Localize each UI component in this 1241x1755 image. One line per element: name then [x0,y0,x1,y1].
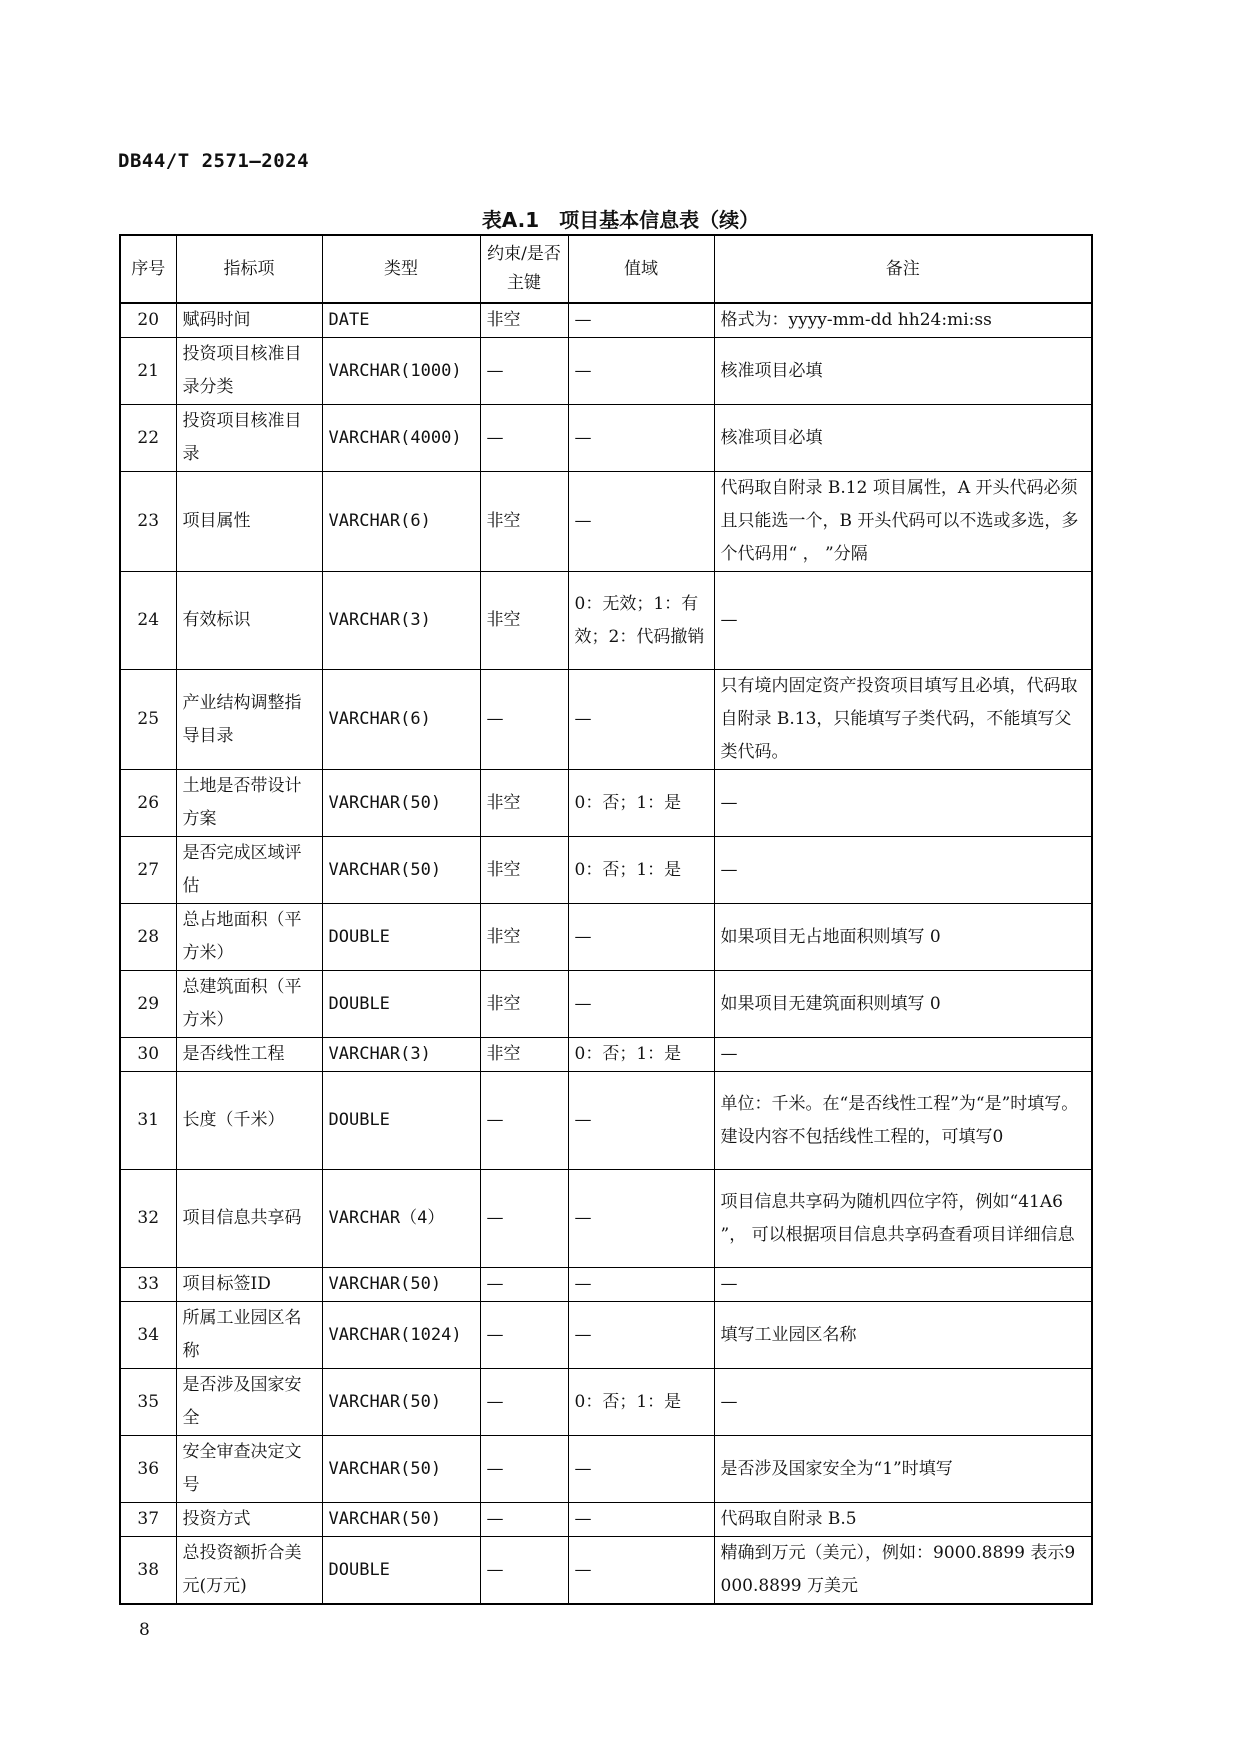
cell-data-type: VARCHAR(6) [322,670,480,770]
cell-data-type: DOUBLE [322,1072,480,1170]
cell-value-domain: — [568,338,714,405]
cell-remark: — [714,1038,1092,1072]
cell-remark: — [714,770,1092,837]
cell-constraint: — [480,1072,568,1170]
cell-constraint: — [480,670,568,770]
cell-value-domain: — [568,1170,714,1268]
cell-data-type: DATE [322,303,480,338]
table-row [120,1436,1092,1503]
cell-row-number: 33 [120,1268,176,1302]
cell-value-domain: 0：否；1：是 [568,837,714,904]
cell-value-domain: — [568,971,714,1038]
cell-constraint: 非空 [480,837,568,904]
cell-indicator-name: 赋码时间 [176,303,322,338]
cell-remark: 如果项目无建筑面积则填写 0 [714,971,1092,1038]
project-info-table [119,234,1093,1605]
table-row [120,303,1092,338]
cell-row-number: 27 [120,837,176,904]
cell-row-number: 36 [120,1436,176,1503]
cell-constraint: — [480,1436,568,1503]
cell-data-type: DOUBLE [322,904,480,971]
cell-data-type: VARCHAR(50) [322,837,480,904]
document-code: DB44/T 2571—2024 [118,150,310,172]
cell-value-domain: — [568,472,714,572]
cell-indicator-name: 是否完成区域评估 [176,837,322,904]
cell-data-type: VARCHAR(50) [322,770,480,837]
cell-indicator-name: 投资项目核准目录 [176,405,322,472]
cell-data-type: VARCHAR(6) [322,472,480,572]
cell-indicator-name: 所属工业园区名称 [176,1302,322,1369]
table-title: 表A.1 项目基本信息表（续） [481,208,760,232]
cell-row-number: 34 [120,1302,176,1369]
cell-constraint: — [480,405,568,472]
cell-remark: — [714,1268,1092,1302]
cell-value-domain: — [568,405,714,472]
cell-indicator-name: 长度（千米） [176,1072,322,1170]
cell-constraint: 非空 [480,770,568,837]
table-body [120,303,1092,1604]
cell-data-type: VARCHAR(3) [322,1038,480,1072]
cell-constraint: — [480,1302,568,1369]
cell-remark: 单位：千米。在“是否线性工程”为“是”时填写。建设内容不包括线性工程的，可填写0 [714,1072,1092,1170]
cell-row-number: 22 [120,405,176,472]
cell-row-number: 21 [120,338,176,405]
cell-row-number: 38 [120,1537,176,1605]
cell-constraint: — [480,338,568,405]
cell-constraint: 非空 [480,572,568,670]
col-header-no: 序号 [120,235,176,303]
cell-data-type: VARCHAR(1000) [322,338,480,405]
table-row [120,1369,1092,1436]
cell-value-domain: — [568,670,714,770]
table-row [120,572,1092,670]
cell-value-domain: 0：否；1：是 [568,1038,714,1072]
cell-value-domain: — [568,1537,714,1605]
table-row [120,770,1092,837]
cell-data-type: VARCHAR(3) [322,572,480,670]
table-row [120,1268,1092,1302]
cell-value-domain: 0：否；1：是 [568,770,714,837]
cell-row-number: 35 [120,1369,176,1436]
cell-indicator-name: 安全审查决定文号 [176,1436,322,1503]
cell-row-number: 37 [120,1503,176,1537]
cell-indicator-name: 有效标识 [176,572,322,670]
cell-data-type: DOUBLE [322,1537,480,1605]
table-row [120,971,1092,1038]
cell-constraint: 非空 [480,971,568,1038]
cell-remark: 格式为：yyyy-mm-dd hh24:mi:ss [714,303,1092,338]
cell-indicator-name: 总投资额折合美元(万元) [176,1537,322,1605]
cell-indicator-name: 投资项目核准目录分类 [176,338,322,405]
cell-indicator-name: 项目属性 [176,472,322,572]
cell-row-number: 30 [120,1038,176,1072]
col-header-note: 备注 [714,235,1092,303]
cell-constraint: — [480,1268,568,1302]
cell-row-number: 29 [120,971,176,1038]
table-row [120,670,1092,770]
cell-value-domain: — [568,1072,714,1170]
cell-data-type: VARCHAR(50) [322,1268,480,1302]
cell-constraint: 非空 [480,904,568,971]
cell-value-domain: 0：否；1：是 [568,1369,714,1436]
cell-remark: 只有境内固定资产投资项目填写且必填，代码取自附录 B.13，只能填写子类代码，不能填写父类代码。 [714,670,1092,770]
table-row [120,1503,1092,1537]
cell-indicator-name: 产业结构调整指导目录 [176,670,322,770]
table-header [120,235,1092,303]
cell-remark: 核准项目必填 [714,405,1092,472]
cell-remark: 填写工业园区名称 [714,1302,1092,1369]
col-header-name: 指标项 [176,235,322,303]
cell-remark: 代码取自附录 B.12 项目属性，A 开头代码必须且只能选一个，B 开头代码可以不选或多选，多个代码用“ ， ”分隔 [714,472,1092,572]
cell-remark: 项目信息共享码为随机四位字符，例如“41A6 ”， 可以根据项目信息共享码查看项目详细信息 [714,1170,1092,1268]
cell-data-type: VARCHAR(50) [322,1436,480,1503]
cell-indicator-name: 总建筑面积（平方米） [176,971,322,1038]
cell-row-number: 28 [120,904,176,971]
cell-row-number: 23 [120,472,176,572]
cell-remark: 核准项目必填 [714,338,1092,405]
cell-data-type: VARCHAR(50) [322,1503,480,1537]
cell-indicator-name: 土地是否带设计方案 [176,770,322,837]
cell-data-type: VARCHAR(50) [322,1369,480,1436]
table-row [120,1170,1092,1268]
cell-row-number: 24 [120,572,176,670]
cell-remark: 是否涉及国家安全为“1”时填写 [714,1436,1092,1503]
cell-value-domain: — [568,1302,714,1369]
cell-value-domain: — [568,1503,714,1537]
table-row [120,405,1092,472]
cell-constraint: — [480,1369,568,1436]
cell-indicator-name: 总占地面积（平方米） [176,904,322,971]
col-header-domain: 值域 [568,235,714,303]
cell-indicator-name: 投资方式 [176,1503,322,1537]
table-row [120,904,1092,971]
cell-data-type: VARCHAR（4） [322,1170,480,1268]
cell-remark: 如果项目无占地面积则填写 0 [714,904,1092,971]
cell-data-type: VARCHAR(4000) [322,405,480,472]
cell-data-type: VARCHAR(1024) [322,1302,480,1369]
cell-row-number: 25 [120,670,176,770]
cell-value-domain: — [568,904,714,971]
col-header-type: 类型 [322,235,480,303]
cell-remark: — [714,1369,1092,1436]
cell-indicator-name: 是否涉及国家安全 [176,1369,322,1436]
cell-row-number: 26 [120,770,176,837]
table-row [120,472,1092,572]
cell-data-type: DOUBLE [322,971,480,1038]
cell-constraint: 非空 [480,472,568,572]
cell-indicator-name: 是否线性工程 [176,1038,322,1072]
cell-indicator-name: 项目信息共享码 [176,1170,322,1268]
cell-remark: 代码取自附录 B.5 [714,1503,1092,1537]
cell-row-number: 31 [120,1072,176,1170]
cell-value-domain: 0：无效；1：有效；2：代码撤销 [568,572,714,670]
cell-constraint: 非空 [480,303,568,338]
cell-constraint: — [480,1537,568,1605]
cell-value-domain: — [568,1268,714,1302]
table-row [120,1072,1092,1170]
cell-constraint: — [480,1503,568,1537]
cell-constraint: — [480,1170,568,1268]
cell-indicator-name: 项目标签ID [176,1268,322,1302]
page-number: 8 [139,1620,150,1640]
cell-remark: 精确到万元（美元），例如：9000.8899 表示9000.8899 万美元 [714,1537,1092,1605]
cell-value-domain: — [568,303,714,338]
cell-value-domain: — [568,1436,714,1503]
table-row [120,1302,1092,1369]
table-row [120,338,1092,405]
cell-constraint: 非空 [480,1038,568,1072]
cell-remark: — [714,837,1092,904]
table-row [120,1537,1092,1605]
col-header-constraint: 约束/是否主键 [480,235,568,303]
cell-row-number: 32 [120,1170,176,1268]
cell-row-number: 20 [120,303,176,338]
cell-remark: — [714,572,1092,670]
table-row [120,837,1092,904]
table-row [120,1038,1092,1072]
